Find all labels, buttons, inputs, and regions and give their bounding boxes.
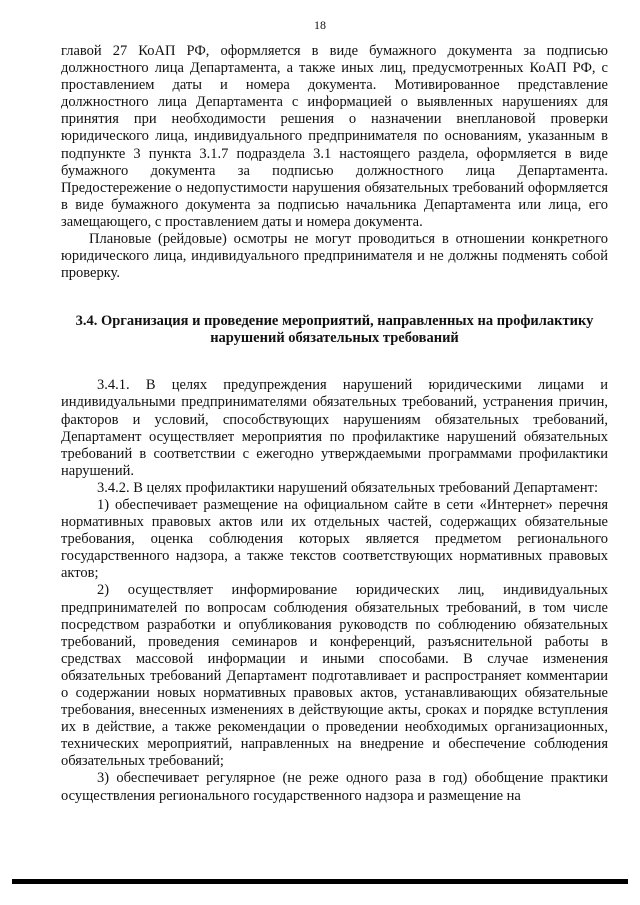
list-item-1: 1) обеспечивает размещение на официальном сайте в сети «Интернет» перечня нормативных правовых актов или их отдельных частей, содержащих обязательные требования, оценка соблюдения которых является предметом регионального государственного надзора, а также текстов соответствующих нормативных правовых актов; bbox=[61, 496, 608, 582]
paragraph-3-4-1: 3.4.1. В целях предупреждения нарушений юридическими лицами и индивидуальными предпринимателями обязательных требований, устранения причин, факторов и условий, способствующих нарушениям обязательных требований, Департамент осуществляет мероприятия по профилактике нарушений обязательных требований в соответствии с ежегодно утверждаемыми программами профилактики нарушений. bbox=[61, 377, 608, 479]
paragraph-planned-inspections: Плановые (рейдовые) осмотры не могут проводиться в отношении конкретного юридического лица, индивидуального предпринимателя и не должны подменять собой проверку. bbox=[61, 231, 608, 282]
paragraph-3-4-2: 3.4.2. В целях профилактики нарушений обязательных требований Департамент: bbox=[97, 479, 598, 496]
list-item-2: 2) осуществляет информирование юридических лиц, индивидуальных предпринимателей по вопросам соблюдения обязательных требований, в том числе посредством разработки и опубликования руководств по соблюдению обязательных требований, проведения семинаров и конференций, разъяснительной работы в средствах массовой информации и иными способами. В случае изменения обязательных требований Департамент подготавливает и распространяет комментарии о содержании новых нормативных правовых актов, устанавливающих обязательные требования, внесенных изменениях в действующие акты, сроках и порядке вступления их в действие, а также рекомендации о проведении необходимых организационных, технических мероприятий, направленных на внедрение и обеспечение соблюдения обязательных требований; bbox=[61, 582, 608, 770]
paragraph-continuation: главой 27 КоАП РФ, оформляется в виде бумажного документа за подписью должностного лица Департамента, а также иных лиц, предусмотренных КоАП РФ, с проставлением даты и номера документа. Мотивированное представление должностного лица Департамента с информацией о выявленных нарушениях для принятия при необходимости решения о назначении внеплановой проверки юридического лица, индивидуального предпринимателя по основаниям, указанным в подпункте 3 пункта 3.1.7 подраздела 3.1 настоящего раздела, оформляется в виде бумажного документа за подписью должностного лица Департамента. Предостережение о недопустимости нарушения обязательных требований оформляется в виде бумажного документа за подписью начальника Департамента или лица, его замещающего, с проставлением даты и номера документа. bbox=[61, 43, 608, 230]
page-number: 18 bbox=[314, 18, 326, 32]
document-body bbox=[61, 43, 608, 805]
scan-edge-rule bbox=[12, 879, 628, 884]
list-item-3: 3) обеспечивает регулярное (не реже одного раза в год) обобщение практики осуществления регионального государственного надзора и размещение на bbox=[61, 770, 608, 804]
section-heading-3-4: 3.4. Организация и проведение мероприятий, направленных на профилактику нарушений обязательных требований bbox=[75, 313, 594, 347]
